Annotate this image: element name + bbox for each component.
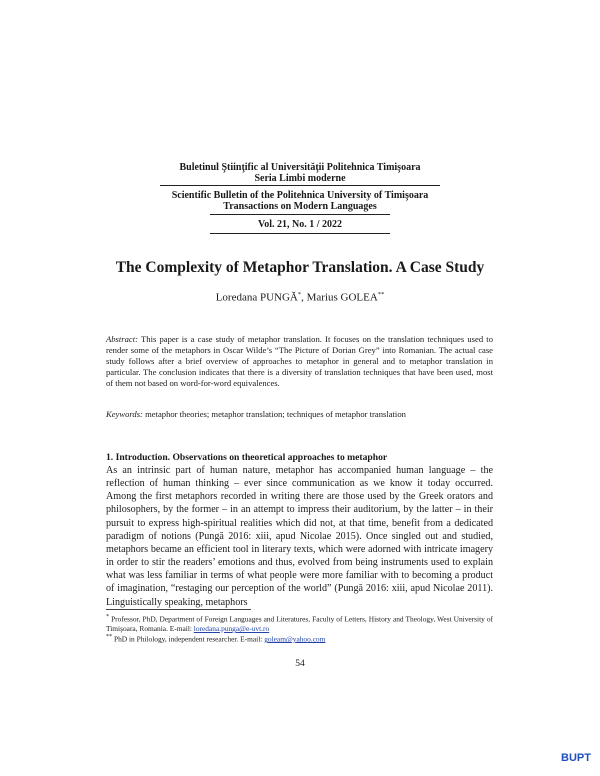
header-divider-bottom [210, 233, 390, 234]
journal-name-english: Scientific Bulletin of the Politehnica University of Timişoara [171, 190, 429, 201]
header-divider-top [160, 185, 440, 186]
section-heading: 1. Introduction. Observations on theoretical approaches to metaphor [106, 452, 388, 463]
footnote-1 [106, 613, 493, 634]
journal-series-romanian: Seria Limbi moderne [254, 173, 346, 184]
footnote-2-text: PhD in Philology, independent researcher. E-mail: [112, 634, 265, 644]
abstract-text: This paper is a case study of metaphor translation. It focuses on the translation techniques used to render some of the metaphors in Oscar Wilde’s “The Picture of Dorian Grey” into Romanian. The actual case study follows after a brief overview of approaches to metaphor in general and to metaphor translation in particular. The conclusion indicates that there is a diversity of translation techniques that have been used, most of them not based on word-for-word equivalences. [106, 334, 493, 388]
journal-name-romanian: Buletinul Ştiinţific al Universităţii Politehnica Timişoara [179, 162, 421, 173]
page-number: 54 [295, 659, 305, 669]
journal-volume: Vol. 21, No. 1 / 2022 [257, 219, 343, 230]
footnote-1-email-link[interactable]: loredana.punga@e-uvt.ro [193, 624, 270, 634]
abstract [106, 334, 493, 389]
abstract-label: Abstract: [106, 334, 138, 344]
journal-series-english: Transactions on Modern Languages [223, 201, 377, 212]
keywords-text: metaphor theories; metaphor translation; techniques of metaphor translation [142, 409, 406, 419]
author-separator: , [301, 291, 307, 304]
paper-authors [0, 291, 600, 304]
footnote-divider [106, 609, 251, 610]
keywords-label: Keywords: [106, 409, 143, 419]
footnote-1-mark: * [106, 614, 110, 620]
footnote-2-email-link[interactable]: goleam@yahoo.com [264, 634, 326, 644]
author-2-footnote-mark: ** [377, 291, 385, 298]
author-1: Loredana PUNGĂ [215, 291, 298, 304]
author-2: Marius GOLEA [306, 291, 378, 304]
header-divider-middle [210, 214, 390, 215]
paper-title: The Complexity of Metaphor Translation. A Case Study [115, 259, 485, 276]
section-body: As an intrinsic part of human nature, metaphor has accompanied human language – the reflection of human thinking – ever since communication as we know it today occurred. Among the first metaphors recorded in writing there are those used by the Greek orators and philosophers, by the former – in an attempt to impress their auditorium, by the latter – in their pursuit to express high-spiritual realities which did not, at that time, benefit from a dedicated paradigm of notions (Pungă 2016: xiii, apud Nicolae 2015). Once singled out and studied, metaphors became an efficient tool in literary texts, which were adorned with intricate imagery in order to stir the readers’ emotions and thus, evolved from being instruments used to explain what was less familiar in terms of what people were more familiar with to becoming a product of imagination, “restaging our perception of the world” (Pungă 2016: xiii, apud Nicolae 2011). Linguistically speaking, metaphors [106, 465, 493, 608]
footnote-2-mark: ** [106, 634, 113, 640]
footnote-1-text: Professor, PhD, Department of Foreign Languages and Literatures, Faculty of Letters, History and Theology, West University of Timişoara, Romania. E-mail: [106, 614, 493, 634]
footnote-2 [106, 633, 493, 644]
bupt-watermark: BUPT [561, 752, 591, 764]
author-1-footnote-mark: * [297, 291, 302, 298]
keywords [106, 409, 493, 420]
